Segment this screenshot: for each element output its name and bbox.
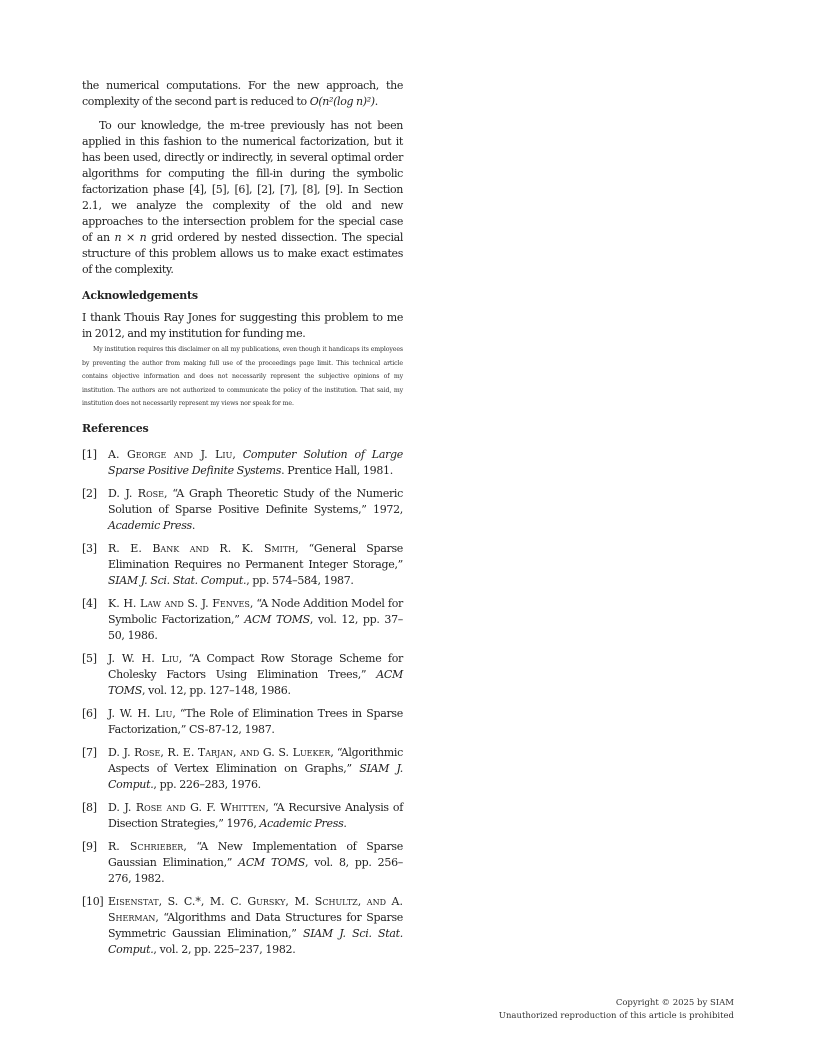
acknowledgements-text: I thank Thouis Ray Jones for suggesting this problem to me in 2012, and my institution for funding me. xyxy=(82,311,403,340)
reproduction-notice: Unauthorized reproduction of this article is prohibited xyxy=(498,1011,734,1021)
references-heading: References xyxy=(82,421,149,435)
reference-separator: , xyxy=(295,541,309,555)
reference-authors: D. J. Rose xyxy=(108,486,164,500)
reference-number: [3] xyxy=(82,541,97,555)
disclaimer-text: My institution requires this disclaimer on all my publications, even though it handicaps its employees by preventing the author from making full use of the proceedings page limit. This technical article contains objective information and does not necessarily represent the subjective opinions of my institution. The authors are not authorized to communicate the policy of the institution. That said, my institution does not necessarily represent my views nor speak for me. xyxy=(82,346,403,407)
reference-number: [5] xyxy=(82,651,97,665)
reference-title: “The Role of Elimination Trees in Sparse Factorization,” CS-87-12, 1987. xyxy=(108,706,403,736)
reference-details: . xyxy=(191,518,196,532)
reference-number: [2] xyxy=(82,486,97,500)
reference-venue: SIAM J. Sci. Stat. Comput. xyxy=(108,926,403,956)
reference-separator: , xyxy=(232,447,243,461)
reference-venue: SIAM J. Sci. Stat. Comput. xyxy=(108,573,247,587)
reference-number: [10] xyxy=(82,894,104,908)
reference-item xyxy=(82,541,403,589)
acknowledgements-heading: Acknowledgements xyxy=(82,289,198,302)
reference-number: [6] xyxy=(82,706,97,720)
reference-title: “Algorithms and Data Structures for Sparse Symmetric Gaussian Elimination,” xyxy=(108,910,403,940)
reference-authors: J. W. H. Liu xyxy=(108,706,173,720)
reference-title: “A Graph Theoretic Study of the Numeric Solution of Sparse Positive Definite Systems,” 1972, xyxy=(108,486,404,516)
reference-authors: J. W. H. Liu xyxy=(108,651,179,665)
reference-separator: , xyxy=(172,706,180,720)
body-paragraph-2 xyxy=(82,118,403,278)
reference-venue: Academic Press xyxy=(108,518,192,532)
reference-authors: R. E. Bank and R. K. Smith xyxy=(108,541,296,555)
reference-text xyxy=(108,706,403,738)
paragraph-text: the numerical computations. For the new approach, the complexity of the second part is reduced to xyxy=(82,79,403,108)
reference-number: [1] xyxy=(82,447,97,461)
reference-number: [8] xyxy=(82,800,97,814)
reference-authors: R. Schrieber xyxy=(108,839,184,853)
reference-text xyxy=(108,839,403,887)
reference-authors: Eisenstat, S. C.*, M. C. Gursky, M. Schultz, and A. Sherman xyxy=(108,894,403,924)
reference-title: Computer Solution of Large Sparse Positive Definite Systems xyxy=(108,447,403,477)
reference-title: “A Recursive Analysis of Disection Strategies,” 1976, xyxy=(108,800,403,830)
grid-size-formula: n × n xyxy=(114,231,147,244)
reference-item xyxy=(82,800,403,832)
reference-number: [4] xyxy=(82,596,97,610)
reference-item xyxy=(82,651,403,699)
complexity-formula: O(n²(log n)²) xyxy=(309,95,375,108)
reference-details: , vol. 12, pp. 37–50, 1986. xyxy=(108,612,403,642)
reference-text xyxy=(108,447,403,479)
reference-separator: , xyxy=(178,651,189,665)
body-paragraph-1 xyxy=(82,78,403,110)
page-footer xyxy=(499,997,734,1023)
reference-text xyxy=(108,596,403,644)
reference-item xyxy=(82,447,403,479)
reference-venue: ACM TOMS xyxy=(244,612,310,626)
reference-separator: , xyxy=(265,800,273,814)
reference-text xyxy=(108,651,403,699)
reference-separator: , xyxy=(183,839,197,853)
reference-details: , pp. 574–584, 1987. xyxy=(246,573,354,587)
reference-item xyxy=(82,839,403,887)
reference-title: “A Node Addition Model for Symbolic Factorization,” xyxy=(108,596,403,626)
reference-details: , pp. 226–283, 1976. xyxy=(153,777,261,791)
reference-title: “A Compact Row Storage Scheme for Cholesky Factors Using Elimination Trees,” xyxy=(108,651,403,681)
reference-text xyxy=(108,745,403,793)
reference-authors: D. J. Rose and G. F. Whitten xyxy=(108,800,266,814)
reference-text xyxy=(108,541,403,589)
reference-number: [7] xyxy=(82,745,97,759)
reference-title: “A New Implementation of Sparse Gaussian Elimination,” xyxy=(108,839,403,869)
paragraph-text: . xyxy=(374,95,378,108)
reference-authors: A. George and J. Liu xyxy=(108,447,233,461)
reference-title: “Algorithmic Aspects of Vertex Elimination on Graphs,” xyxy=(108,745,403,775)
reference-venue: ACM TOMS xyxy=(108,667,403,697)
paragraph-text: To our knowledge, the m-tree previously has not been applied in this fashion to the numerical factorization, but it has been used, directly or indirectly, in several optimal order algorithms for computing the fill-in during the symbolic factorization phase [4], [5], [6], [2], [7], [8], [9]. In Section 2.1, we analyze the complexity of the old and new approaches to the intersection problem for the special case of an xyxy=(82,119,403,244)
reference-separator: , xyxy=(249,596,257,610)
reference-list xyxy=(82,447,403,958)
reference-details: . Prentice Hall, 1981. xyxy=(281,463,393,477)
reference-item xyxy=(82,894,403,958)
reference-separator: , xyxy=(163,486,173,500)
reference-details: , vol. 12, pp. 127–148, 1986. xyxy=(141,683,291,697)
reference-text xyxy=(108,894,403,958)
reference-details: , vol. 2, pp. 225–237, 1982. xyxy=(153,942,296,956)
copyright-line: Copyright © 2025 by SIAM xyxy=(615,998,734,1008)
reference-separator: , xyxy=(155,910,164,924)
reference-authors: K. H. Law and S. J. Fenves xyxy=(108,596,250,610)
main-column xyxy=(82,78,403,965)
reference-details: , vol. 8, pp. 256–276, 1982. xyxy=(108,855,403,885)
reference-authors: D. J. Rose, R. E. Tarjan, and G. S. Lueker xyxy=(108,745,331,759)
reference-venue: ACM TOMS xyxy=(238,855,305,869)
paragraph-text: grid ordered by nested dissection. The special structure of this problem allows us to make exact estimates of the complexity. xyxy=(82,231,403,276)
reference-item xyxy=(82,706,403,738)
reference-text xyxy=(108,486,403,534)
reference-venue: Academic Press xyxy=(259,816,344,830)
reference-separator: , xyxy=(330,745,337,759)
reference-item xyxy=(82,596,403,644)
reference-title: “General Sparse Elimination Requires no Permanent Integer Storage,” xyxy=(108,541,403,571)
reference-item xyxy=(82,745,403,793)
reference-details: . xyxy=(343,816,347,830)
reference-item xyxy=(82,486,403,534)
reference-text xyxy=(108,800,403,832)
reference-number: [9] xyxy=(82,839,97,853)
reference-venue: SIAM J. Comput. xyxy=(108,761,403,791)
